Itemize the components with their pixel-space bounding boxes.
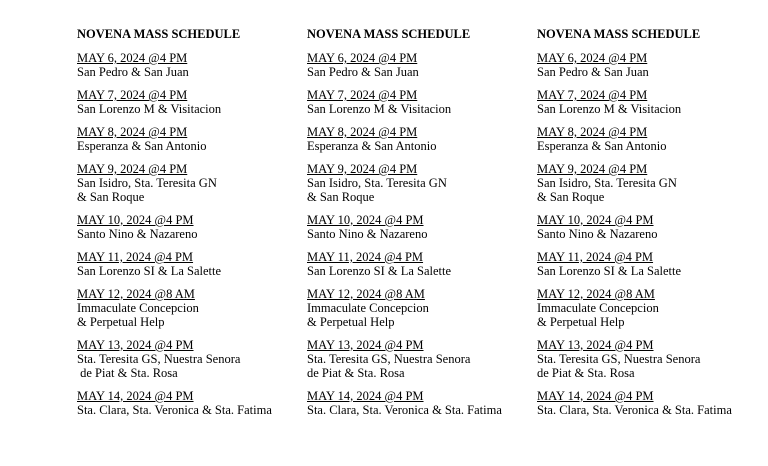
schedule-entry: [77, 338, 302, 380]
column-title: NOVENA MASS SCHEDULE: [307, 27, 471, 41]
entry-date: MAY 10, 2024 @4 PM: [77, 213, 194, 227]
entry-participants: Immaculate Concepcion: [307, 301, 429, 315]
schedule-entry: [307, 88, 532, 116]
schedule-entry: [537, 51, 762, 79]
entry-participants: San Lorenzo M & Visitacion: [307, 102, 452, 116]
entry-participants: Sta. Clara, Sta. Veronica & Sta. Fatima: [537, 403, 732, 417]
schedule-entry: [307, 338, 532, 380]
schedule-entry: [537, 389, 762, 417]
entry-date: MAY 8, 2024 @4 PM: [537, 125, 648, 139]
schedule-entry: [537, 250, 762, 278]
schedule-entry: [307, 389, 532, 417]
entry-date: MAY 9, 2024 @4 PM: [537, 162, 648, 176]
entry-date: MAY 10, 2024 @4 PM: [537, 213, 654, 227]
entry-date: MAY 7, 2024 @4 PM: [77, 88, 188, 102]
schedule-entry: [77, 213, 302, 241]
entry-participants: de Piat & Sta. Rosa: [307, 366, 405, 380]
schedule-entry: [77, 88, 302, 116]
entry-participants: & Perpetual Help: [307, 315, 395, 329]
entry-participants: de Piat & Sta. Rosa: [77, 366, 178, 380]
schedule-entry: [537, 88, 762, 116]
entry-participants: Sta. Teresita GS, Nuestra Senora: [77, 352, 241, 366]
entry-participants: San Lorenzo SI & La Salette: [307, 264, 452, 278]
schedule-entry: [307, 213, 532, 241]
entry-participants: de Piat & Sta. Rosa: [537, 366, 635, 380]
entry-date: MAY 12, 2024 @8 AM: [77, 287, 195, 301]
entry-participants: Esperanza & San Antonio: [307, 139, 437, 153]
entry-participants: Esperanza & San Antonio: [77, 139, 207, 153]
schedule-entry: [77, 389, 302, 417]
entry-date: MAY 12, 2024 @8 AM: [537, 287, 655, 301]
entry-date: MAY 11, 2024 @4 PM: [307, 250, 424, 264]
schedule-entry: [307, 51, 532, 79]
entry-participants: Immaculate Concepcion: [537, 301, 659, 315]
schedule-column-1: [77, 27, 302, 426]
entry-participants: San Pedro & San Juan: [77, 65, 189, 79]
entry-participants: San Lorenzo SI & La Salette: [537, 264, 682, 278]
schedule-entry: [537, 162, 762, 204]
entry-date: MAY 14, 2024 @4 PM: [537, 389, 654, 403]
entry-list: [77, 51, 302, 417]
entry-date: MAY 8, 2024 @4 PM: [307, 125, 418, 139]
entry-date: MAY 11, 2024 @4 PM: [537, 250, 654, 264]
entry-date: MAY 6, 2024 @4 PM: [537, 51, 648, 65]
schedule-entry: [307, 287, 532, 329]
entry-date: MAY 12, 2024 @8 AM: [307, 287, 425, 301]
entry-participants: San Isidro, Sta. Teresita GN: [537, 176, 677, 190]
entry-date: MAY 13, 2024 @4 PM: [537, 338, 654, 352]
entry-date: MAY 13, 2024 @4 PM: [77, 338, 194, 352]
entry-participants: & Perpetual Help: [537, 315, 625, 329]
entry-participants: San Isidro, Sta. Teresita GN: [77, 176, 217, 190]
entry-participants: Santo Nino & Nazareno: [537, 227, 658, 241]
schedule-entry: [77, 51, 302, 79]
schedule-entry: [307, 162, 532, 204]
entry-participants: Esperanza & San Antonio: [537, 139, 667, 153]
entry-date: MAY 9, 2024 @4 PM: [307, 162, 418, 176]
schedule-entry: [77, 162, 302, 204]
entry-participants: San Lorenzo M & Visitacion: [77, 102, 222, 116]
entry-participants: San Pedro & San Juan: [537, 65, 649, 79]
entry-participants: & San Roque: [537, 190, 605, 204]
entry-participants: Santo Nino & Nazareno: [307, 227, 428, 241]
entry-participants: & Perpetual Help: [77, 315, 165, 329]
column-title: NOVENA MASS SCHEDULE: [77, 27, 241, 41]
schedule-entry: [77, 125, 302, 153]
entry-date: MAY 6, 2024 @4 PM: [77, 51, 188, 65]
entry-participants: Sta. Teresita GS, Nuestra Senora: [537, 352, 701, 366]
column-title: NOVENA MASS SCHEDULE: [537, 27, 701, 41]
schedule-entry: [307, 250, 532, 278]
schedule-entry: [307, 125, 532, 153]
schedule-entry: [537, 338, 762, 380]
schedule-column-3: [537, 27, 762, 426]
entry-participants: San Isidro, Sta. Teresita GN: [307, 176, 447, 190]
entry-participants: Sta. Clara, Sta. Veronica & Sta. Fatima: [77, 403, 272, 417]
schedule-column-2: [307, 27, 532, 426]
entry-date: MAY 6, 2024 @4 PM: [307, 51, 418, 65]
entry-participants: Sta. Clara, Sta. Veronica & Sta. Fatima: [307, 403, 502, 417]
entry-date: MAY 7, 2024 @4 PM: [537, 88, 648, 102]
entry-date: MAY 8, 2024 @4 PM: [77, 125, 188, 139]
schedule-entry: [537, 287, 762, 329]
schedule-entry: [537, 125, 762, 153]
entry-participants: San Lorenzo SI & La Salette: [77, 264, 222, 278]
entry-date: MAY 13, 2024 @4 PM: [307, 338, 424, 352]
entry-list: [307, 51, 532, 417]
entry-list: [537, 51, 762, 417]
entry-date: MAY 14, 2024 @4 PM: [77, 389, 194, 403]
schedule-entry: [77, 287, 302, 329]
entry-participants: San Pedro & San Juan: [307, 65, 419, 79]
entry-participants: Immaculate Concepcion: [77, 301, 199, 315]
entry-participants: Sta. Teresita GS, Nuestra Senora: [307, 352, 471, 366]
entry-date: MAY 11, 2024 @4 PM: [77, 250, 194, 264]
entry-date: MAY 10, 2024 @4 PM: [307, 213, 424, 227]
entry-participants: Santo Nino & Nazareno: [77, 227, 198, 241]
entry-date: MAY 14, 2024 @4 PM: [307, 389, 424, 403]
entry-date: MAY 9, 2024 @4 PM: [77, 162, 188, 176]
entry-date: MAY 7, 2024 @4 PM: [307, 88, 418, 102]
entry-participants: San Lorenzo M & Visitacion: [537, 102, 682, 116]
entry-participants: & San Roque: [77, 190, 145, 204]
schedule-entry: [77, 250, 302, 278]
schedule-entry: [537, 213, 762, 241]
entry-participants: & San Roque: [307, 190, 375, 204]
